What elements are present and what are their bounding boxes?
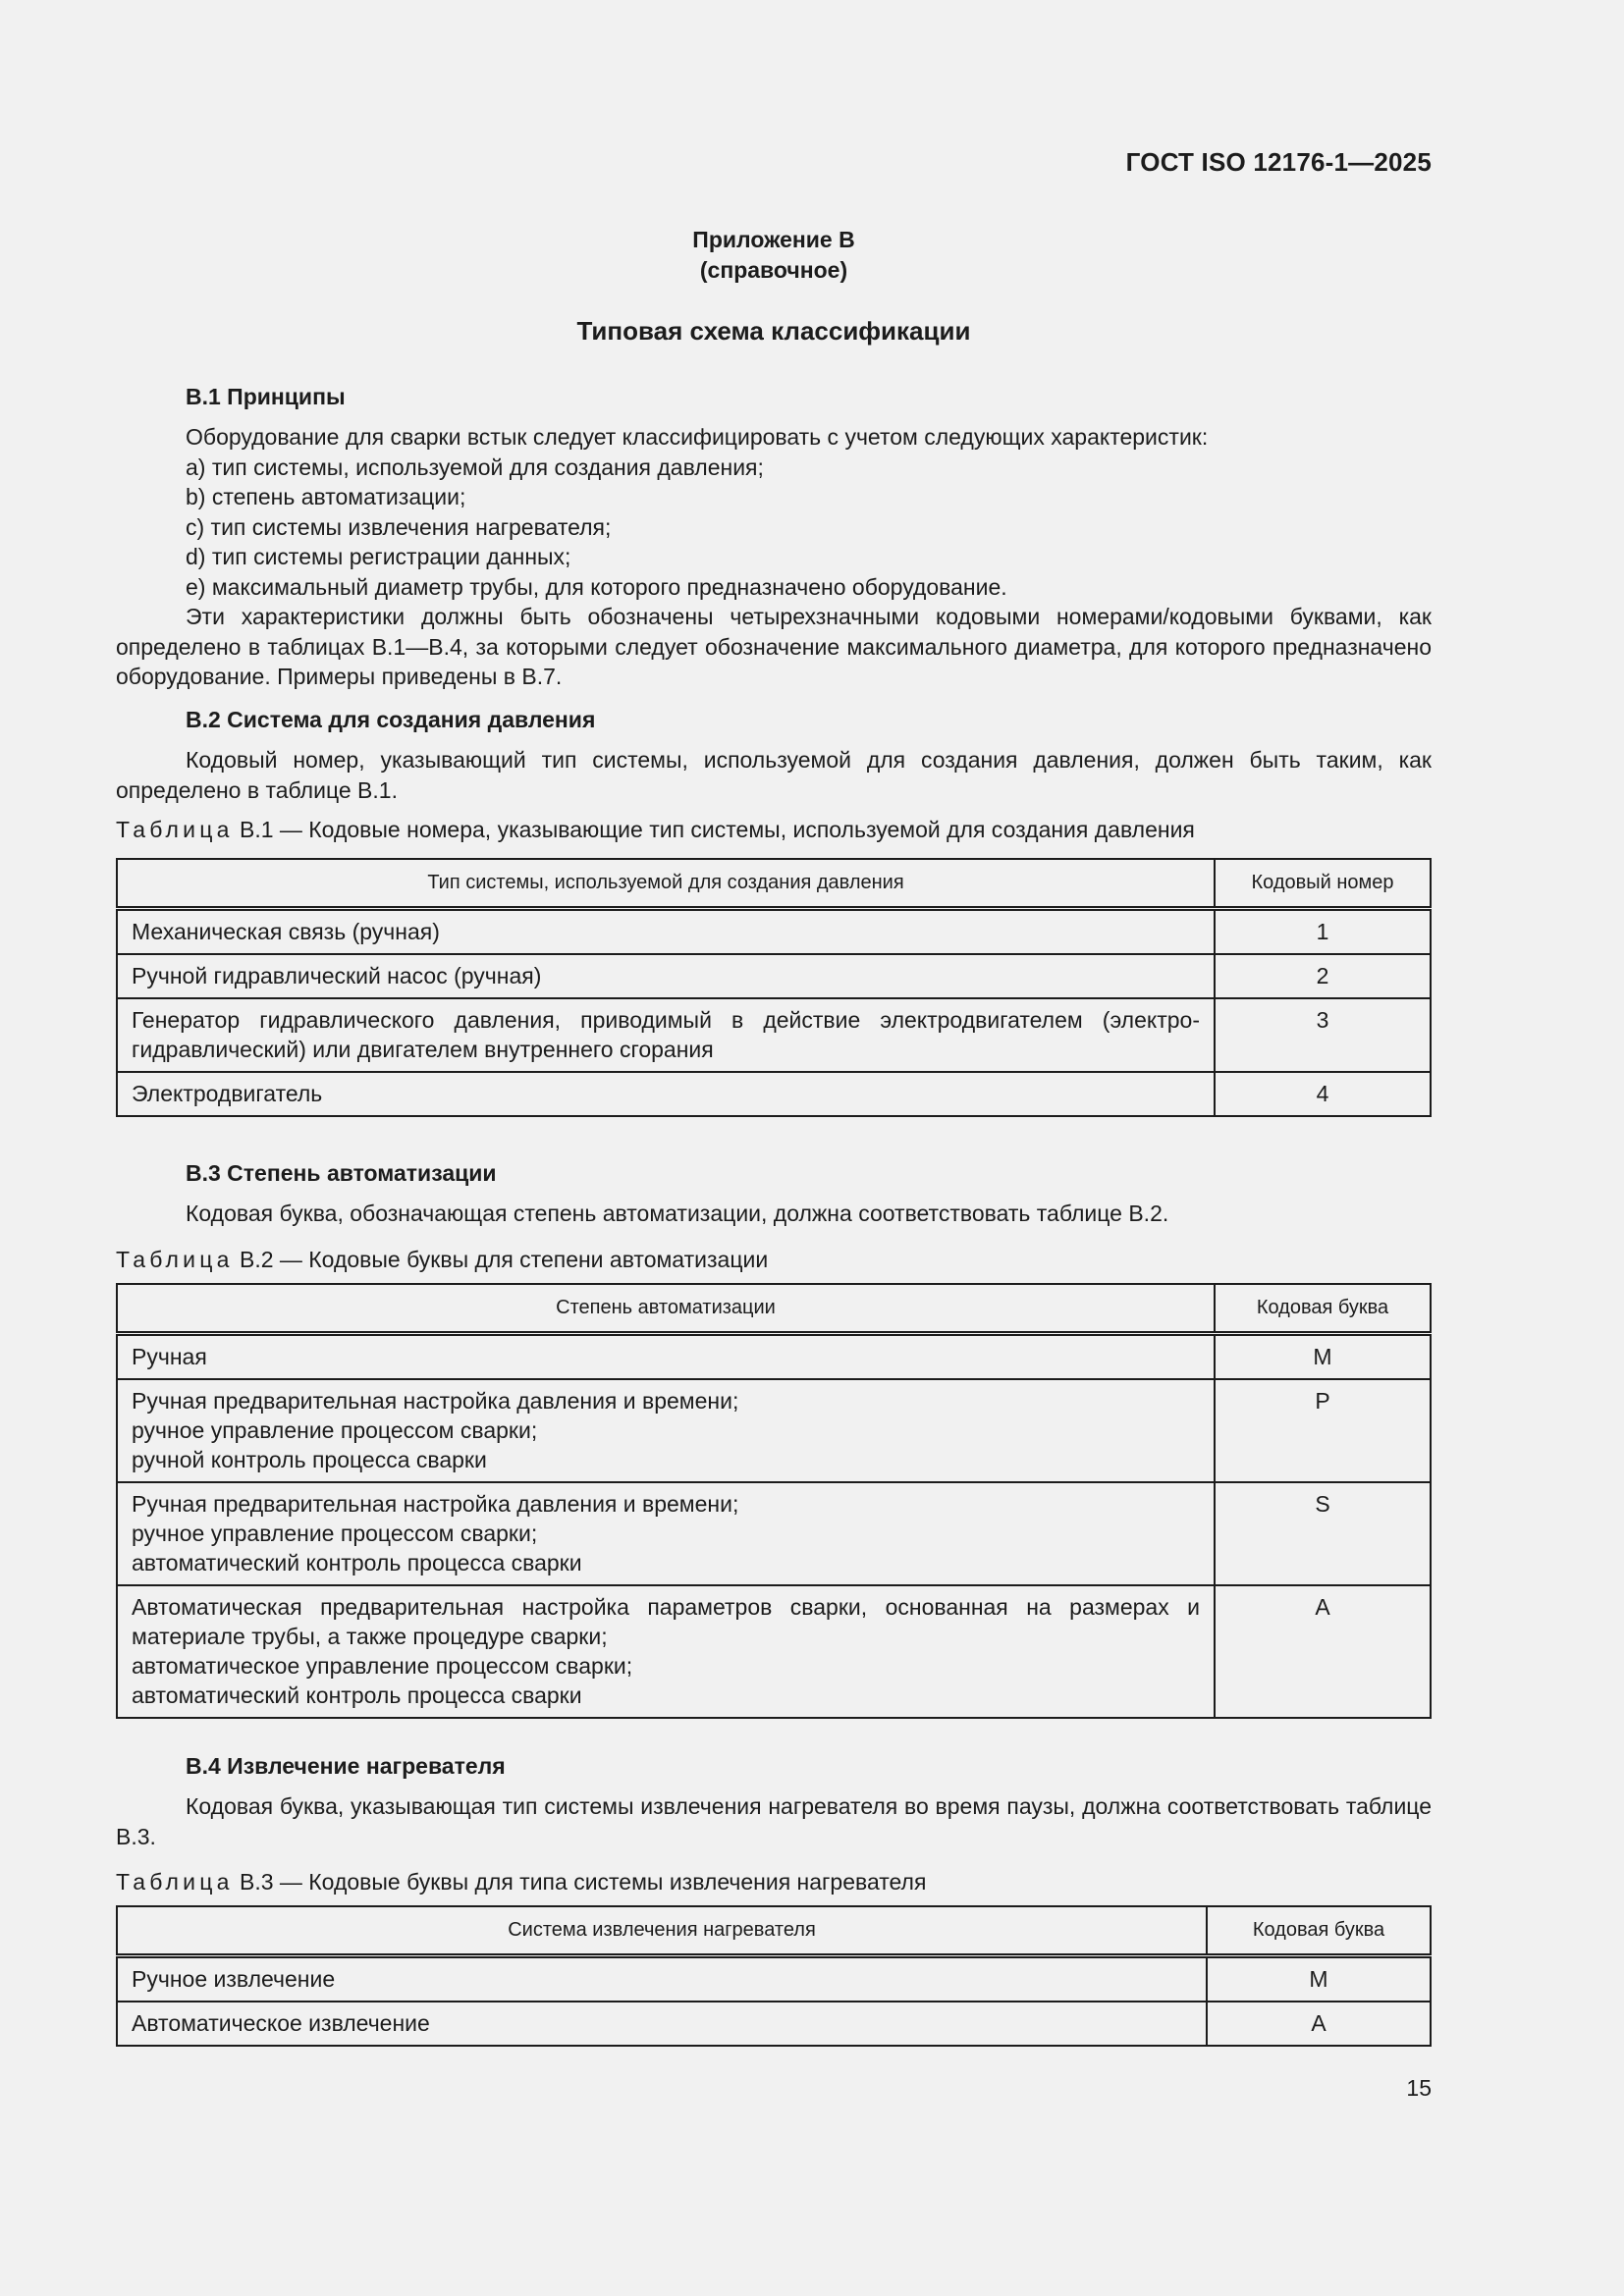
table-b2 [116, 1283, 1432, 1719]
cell-line: Автоматическая предварительная настройка параметров сварки, основанная на размерах и материале трубы, а также процедуре сварки; [132, 1593, 1200, 1649]
cell-line: ручной контроль процесса сварки [132, 1446, 487, 1472]
table-row [117, 998, 1431, 1072]
paragraph: Кодовая буква, указывающая тип системы извлечения нагревателя во время паузы, должна соответствовать таблице B.3. [116, 1793, 1432, 1849]
table-cell [117, 1585, 1215, 1718]
list-item: e) максимальный диаметр трубы, для которого предназначено оборудование. [186, 573, 1007, 600]
cell-line: Ручная предварительная настройка давления и времени; [132, 1387, 739, 1414]
table-header-cell: Кодовая буква [1215, 1284, 1431, 1333]
table-row [117, 1379, 1431, 1482]
table-cell: Ручной гидравлический насос (ручная) [117, 954, 1215, 998]
section-b4 [116, 1751, 1432, 1896]
table-header-cell: Кодовый номер [1215, 859, 1431, 908]
table-cell [117, 1379, 1215, 1482]
table-header-row [117, 1906, 1431, 1955]
table-header-cell: Степень автоматизации [117, 1284, 1215, 1333]
page-number: 15 [1406, 2075, 1432, 2101]
list-item: c) тип системы извлечения нагревателя; [186, 513, 612, 540]
table-caption [116, 1245, 1432, 1274]
table-cell: Электродвигатель [117, 1072, 1215, 1116]
cell-line: ручное управление процессом сварки; [132, 1416, 538, 1443]
table-cell [117, 1333, 1215, 1379]
cell-line: Ручная [132, 1343, 207, 1369]
section-b1 [116, 382, 1432, 692]
paragraph: Кодовый номер, указывающий тип системы, используемой для создания давления, должен быть таким, как определено в таблице B.1. [116, 747, 1432, 803]
table-cell: 2 [1215, 954, 1431, 998]
table-cell: Ручное извлечение [117, 1955, 1207, 2002]
section-heading: B.4 Извлечение нагревателя [186, 1753, 506, 1779]
table-caption-text: B.3 — Кодовые буквы для типа системы извлечения нагревателя [233, 1869, 927, 1895]
table-cell: S [1215, 1482, 1431, 1585]
section-heading: B.3 Степень автоматизации [186, 1160, 497, 1186]
annex-title: Приложение B [692, 227, 855, 252]
cell-line: автоматический контроль процесса сварки [132, 1549, 582, 1575]
table-header-cell: Система извлечения нагревателя [117, 1906, 1207, 1955]
table-row [117, 1585, 1431, 1718]
table-b3 [116, 1905, 1432, 2047]
section-b2 [116, 705, 1432, 844]
table-row [117, 1333, 1431, 1379]
table-row [117, 908, 1431, 954]
table-caption-prefix: Таблица [116, 817, 234, 842]
document-page [116, 0, 1432, 2296]
table-cell: Генератор гидравлического давления, приводимый в действие электродвигателем (электрогидравлический) или двигателем внутреннего сгорания [117, 998, 1215, 1072]
paragraph: Эти характеристики должны быть обозначены четырехзначными кодовыми номерами/кодовыми буквами, как определено в таблицах B.1—B.4, за которыми следует обозначение максимального диаметра, для которого предназначено оборудование. Примеры приведены в B.7. [116, 604, 1432, 689]
list-item: b) степень автоматизации; [186, 484, 466, 509]
table-b1 [116, 858, 1432, 1117]
table-cell: A [1207, 2002, 1431, 2046]
table-cell: M [1207, 1955, 1431, 2002]
table-row [117, 1072, 1431, 1116]
table-cell: P [1215, 1379, 1431, 1482]
section-heading: B.1 Принципы [186, 384, 346, 409]
table-cell: M [1215, 1333, 1431, 1379]
cell-line: автоматический контроль процесса сварки [132, 1682, 582, 1708]
table-header-row [117, 859, 1431, 908]
paragraph: Оборудование для сварки встык следует классифицировать с учетом следующих характеристик: [186, 424, 1209, 450]
table-caption-text: B.2 — Кодовые буквы для степени автоматизации [233, 1246, 769, 1272]
cell-line: Ручная предварительная настройка давления и времени; [132, 1490, 739, 1517]
table-header-cell: Кодовая буква [1207, 1906, 1431, 1955]
table-caption-text: B.1 — Кодовые номера, указывающие тип системы, используемой для создания давления [233, 817, 1195, 842]
annex-subtitle: (справочное) [699, 257, 848, 283]
table-row [117, 954, 1431, 998]
table-caption-prefix: Таблица [116, 1869, 234, 1895]
table-header-row [117, 1284, 1431, 1333]
annex-label [116, 225, 1432, 286]
table-header-cell: Тип системы, используемой для создания давления [117, 859, 1215, 908]
table-cell: Автоматическое извлечение [117, 2002, 1207, 2046]
paragraph: Кодовая буква, обозначающая степень автоматизации, должна соответствовать таблице B.2. [186, 1201, 1169, 1226]
table-row [117, 1955, 1431, 2002]
table-cell: A [1215, 1585, 1431, 1718]
table-cell: 3 [1215, 998, 1431, 1072]
cell-line: автоматическое управление процессом сварки; [132, 1652, 633, 1679]
table-caption [116, 1867, 1432, 1896]
document-code: ГОСТ ISO 12176-1—2025 [1125, 147, 1432, 177]
table-cell: 1 [1215, 908, 1431, 954]
table-row [117, 1482, 1431, 1585]
section-heading: B.2 Система для создания давления [186, 707, 596, 732]
table-row [117, 2002, 1431, 2046]
annex-heading: Типовая схема классификации [576, 316, 971, 346]
table-cell: Механическая связь (ручная) [117, 908, 1215, 954]
list-item: a) тип системы, используемой для создания давления; [186, 454, 764, 480]
table-caption-prefix: Таблица [116, 1246, 234, 1272]
table-caption [116, 815, 1432, 844]
table-cell: 4 [1215, 1072, 1431, 1116]
cell-line: ручное управление процессом сварки; [132, 1520, 538, 1546]
table-cell [117, 1482, 1215, 1585]
section-b3 [116, 1158, 1432, 1274]
list-item: d) тип системы регистрации данных; [186, 544, 571, 569]
